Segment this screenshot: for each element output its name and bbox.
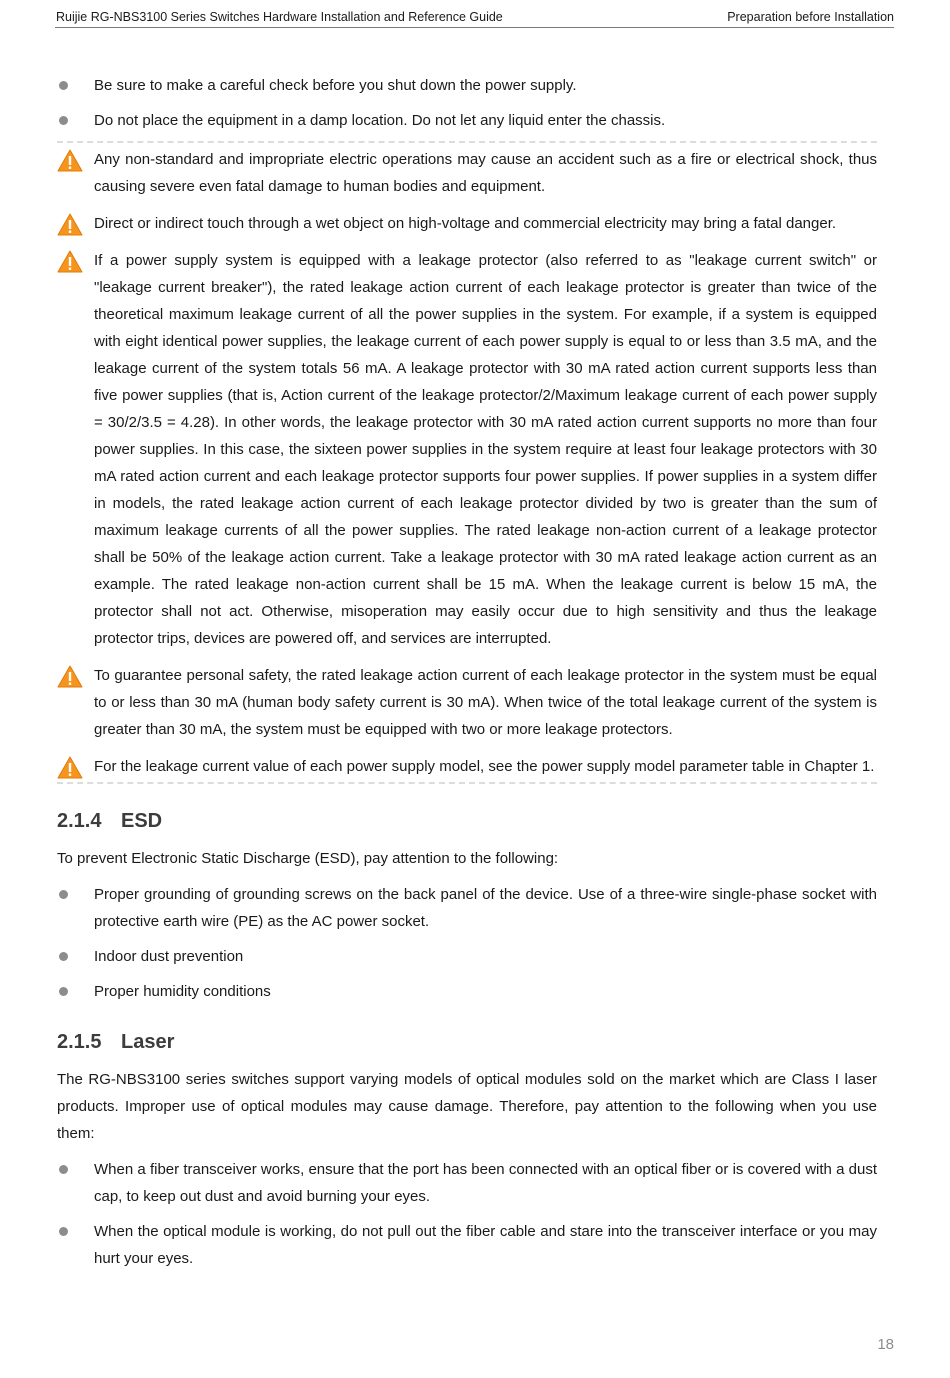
esd-intro: To prevent Electronic Static Discharge (ESD), pay attention to the following: (57, 850, 559, 867)
bullet-dot-icon (59, 1165, 68, 1174)
header-document-title: Ruijie RG-NBS3100 Series Switches Hardware Installation and Reference Guide (56, 10, 503, 24)
warning-icon (57, 149, 83, 172)
caution-item: For the leakage current value of each power supply model, see the power supply model parameter table in Chapter 1. (57, 753, 877, 780)
bullet-dot-icon (59, 952, 68, 961)
bullet-dot-icon (59, 987, 68, 996)
warning-icon (57, 213, 83, 236)
warning-icon (57, 250, 83, 273)
page-header (55, 10, 894, 28)
list-item: Do not place the equipment in a damp location. Do not let any liquid enter the chassis. (57, 107, 877, 134)
warning-icon (57, 665, 83, 688)
laser-intro: The RG-NBS3100 series switches support varying models of optical modules sold on the market which are Class I laser products. Improper use of optical modules may cause damage. Therefore, pay attention to the following when you use them: (57, 1071, 877, 1142)
caution-item: If a power supply system is equipped with a leakage protector (also referred to as "leakage current switch" or "leakage current breaker"), the rated leakage action current of each leakage protector is greater than twice of the theoretical maximum leakage current of all the power supplies in the system. For example, if a system is equipped with eight identical power supplies, the leakage current of each power supply is equal to or less than 3.5 mA, and the leakage current of the system totals 56 mA. A leakage protector with 30 mA rated action current supports less than five power supplies (that is, Action current of the leakage protector/2/Maximum leakage current of each power supply = 30/2/3.5 = 4.28). In other words, the leakage protector with 30 mA rated action current supports no more than four power supplies. In this case, the sixteen power supplies in the system require at least four leakage protectors with 30 mA rated action current and each leakage protector supports four power supplies. If power supplies in a system differ in models, the rated leakage action current of each leakage protector divided by two is greater than the sum of maximum leakage currents of all the power supplies. The rated leakage non-action current of a leakage protector shall be 50% of the leakage action current. Take a leakage protector with 30 mA rated leakage action current as an example. The rated leakage non-action current shall be 15 mA. When the leakage current is below 15 mA, the protector shall not act. Otherwise, misoperation may easily occur due to high sensitivity and thus the leakage protector trips, devices are powered off, and services are interrupted. (57, 247, 877, 652)
warning-icon (57, 756, 83, 779)
caution-item: Any non-standard and impropriate electric operations may cause an accident such as a fire or electrical shock, thus causing severe even fatal damage to human bodies and equipment. (57, 146, 877, 200)
bullet-dot-icon (59, 890, 68, 899)
page-number: 18 (877, 1336, 894, 1353)
list-item: When the optical module is working, do not pull out the fiber cable and stare into the transceiver interface or you may hurt your eyes. (57, 1218, 877, 1272)
caution-box (57, 141, 877, 784)
header-section-title: Preparation before Installation (727, 10, 894, 24)
caution-item: To guarantee personal safety, the rated leakage action current of each leakage protector in the system must be equal to or less than 30 mA (human body safety current is 30 mA). When twice of the total leakage current of the system is greater than 30 mA, the system must be equipped with two or more leakage protectors. (57, 662, 877, 743)
bullet-dot-icon (59, 1227, 68, 1236)
list-item: When a fiber transceiver works, ensure that the port has been connected with an optical fiber or is covered with a dust cap, to keep out dust and avoid burning your eyes. (57, 1156, 877, 1210)
bullet-dot-icon (59, 116, 68, 125)
bullet-dot-icon (59, 81, 68, 90)
list-item: Be sure to make a careful check before you shut down the power supply. (57, 72, 877, 99)
list-item: Proper grounding of grounding screws on the back panel of the device. Use of a three-wire single-phase socket with protective earth wire (PE) as the AC power socket. (57, 881, 877, 935)
list-item: Proper humidity conditions (57, 978, 877, 1005)
caution-item: Direct or indirect touch through a wet object on high-voltage and commercial electricity may bring a fatal danger. (57, 210, 877, 237)
list-item: Indoor dust prevention (57, 943, 877, 970)
section-heading-esd: 2.1.4 ESD (57, 810, 163, 832)
section-heading-laser: 2.1.5 Laser (57, 1031, 175, 1053)
page-body (57, 72, 877, 1272)
